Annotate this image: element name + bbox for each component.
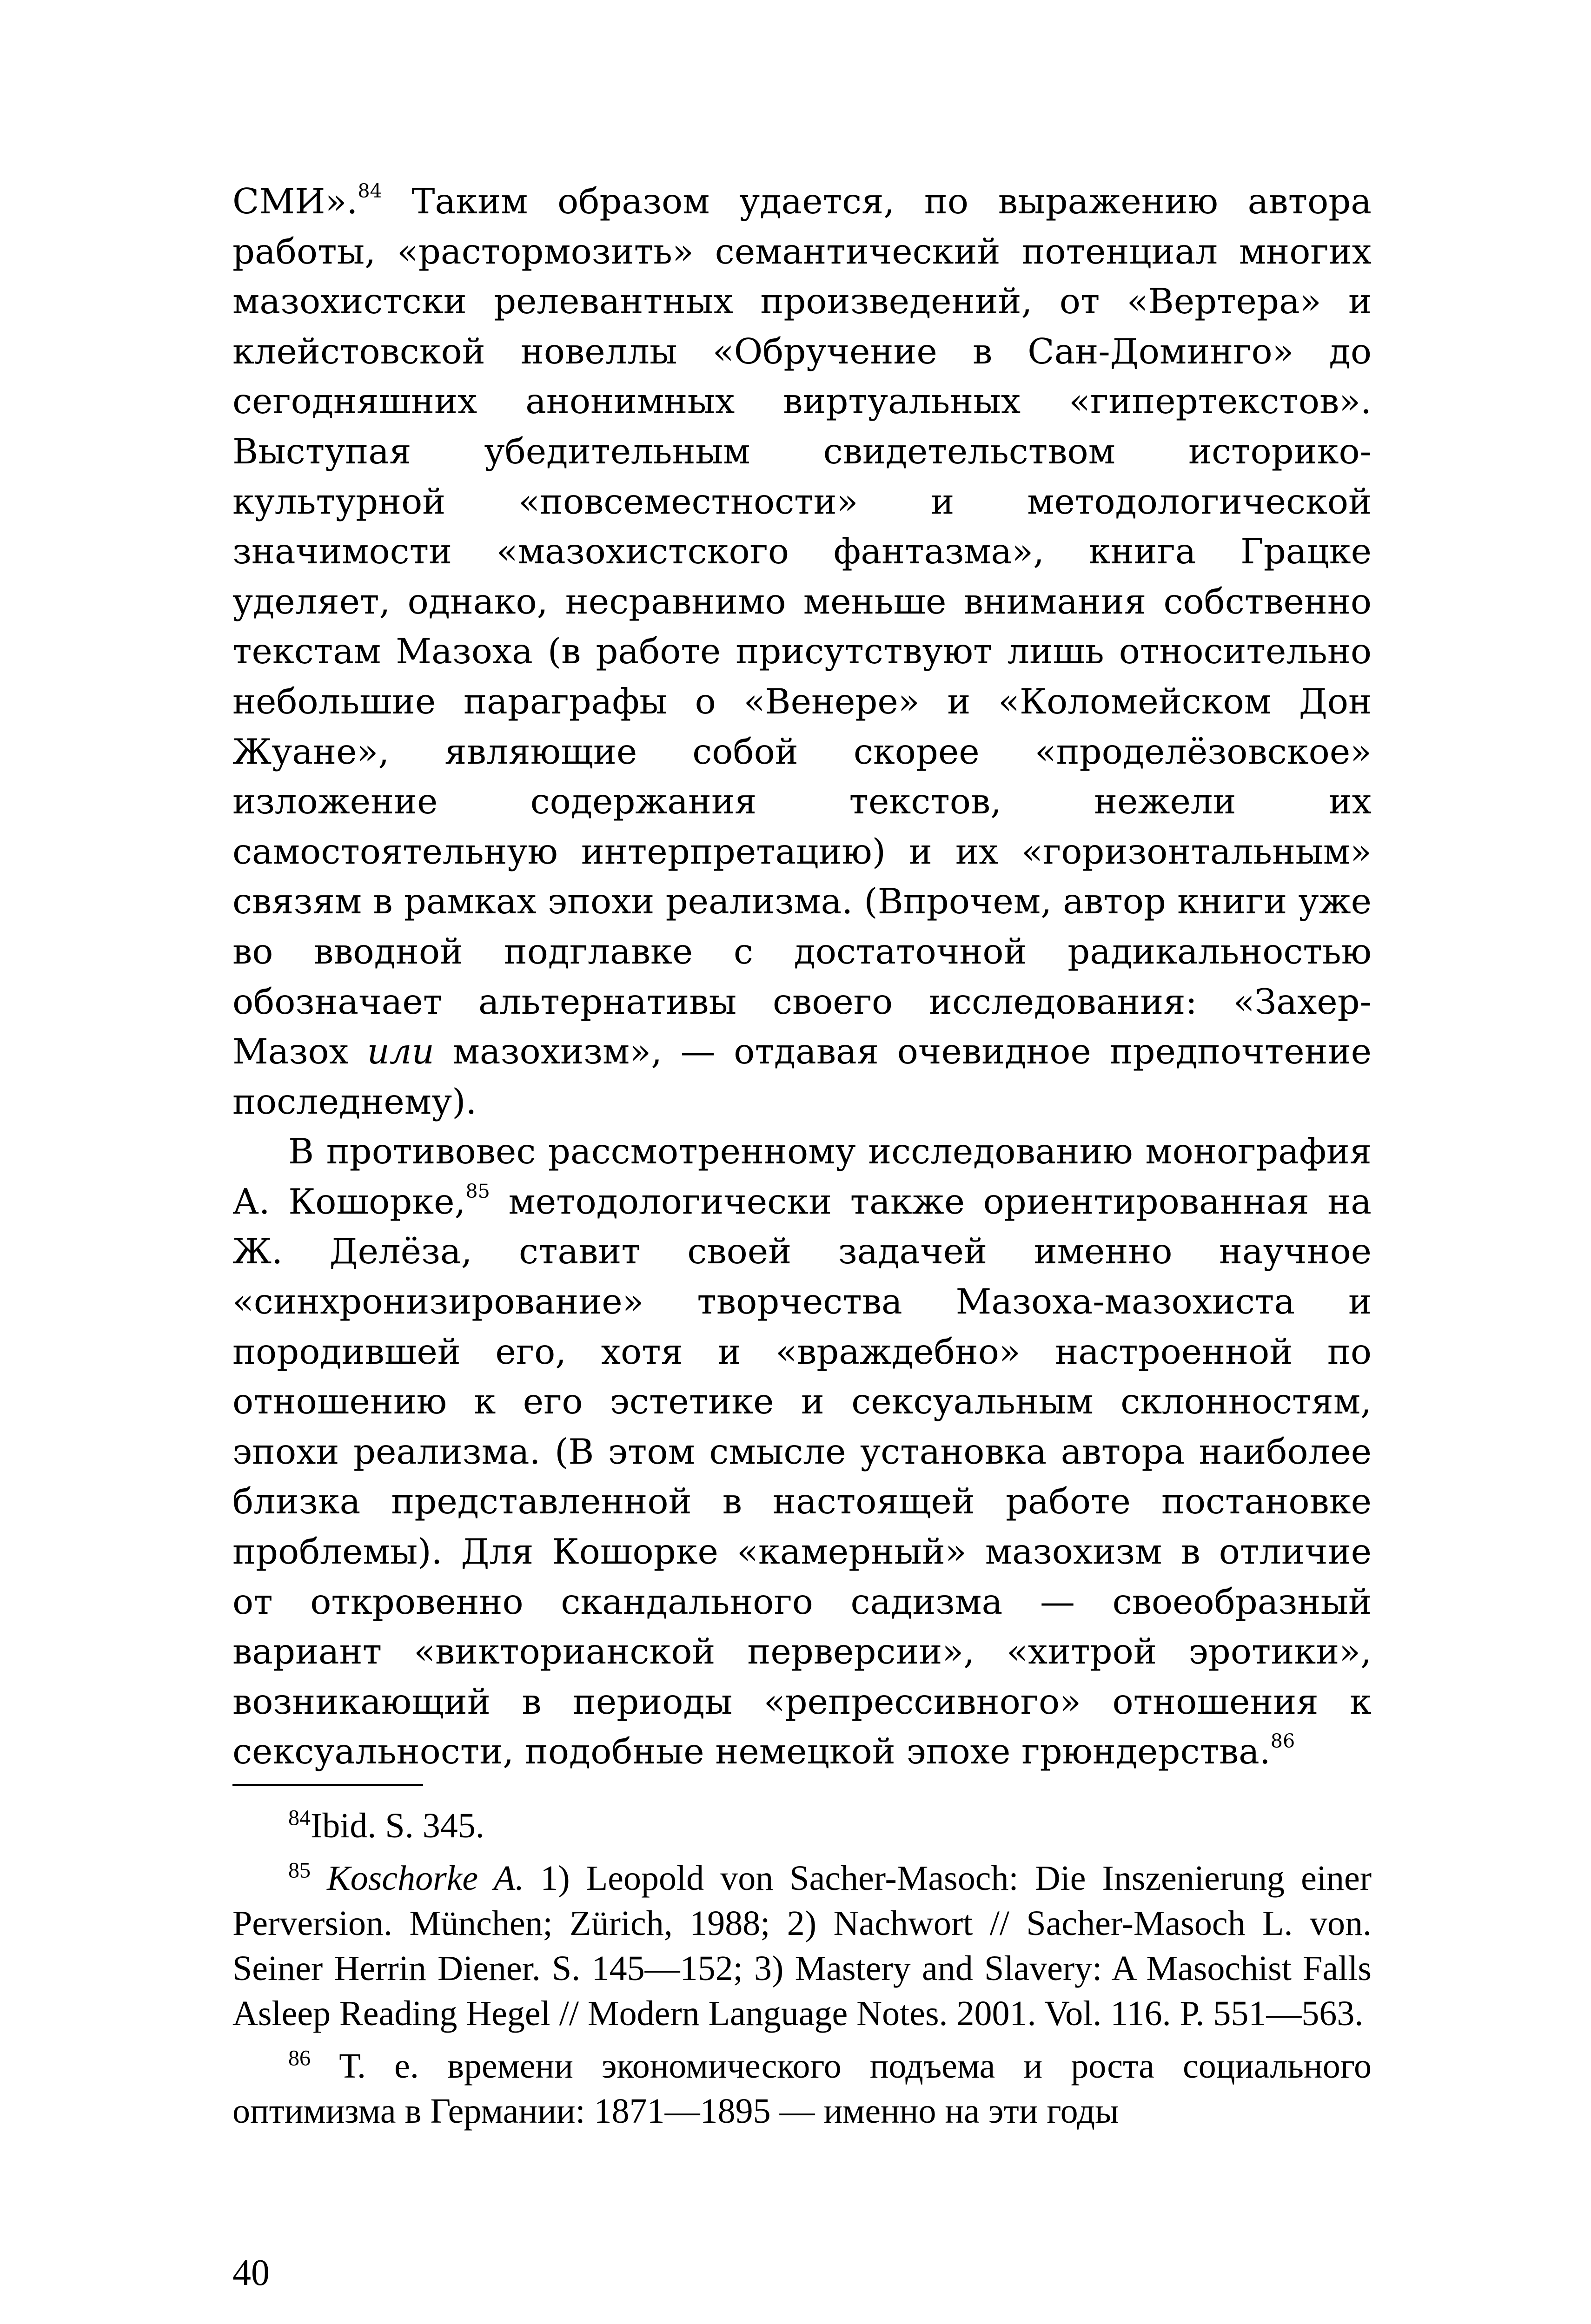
page-number: 40	[232, 2252, 270, 2293]
footnote-ref-84[interactable]: 84	[358, 179, 382, 202]
footnote-ref-85[interactable]: 85	[465, 1180, 490, 1202]
footnote-separator	[232, 1784, 423, 1786]
footnotes	[232, 1803, 1372, 2141]
text-run: методологически также ориентированная на Ж. Делёза, ставит своей задачей именно научное «синхронизирование» творчества Мазоха-мазохиста и породившей его, хотя и «враждебно» настроенной по отношению к его эстетике и сексуальным склонностям, эпохи реализма. (В этом смысле установка автора наиболее близка представленной в настоящей работе постановке проблемы). Для Кошорке «камерный» мазохизм в отличие от откровенно скандального садизма — своеобразный вариант «викторианской перверсии», «хитрой эротики», возникающий в периоды «репрессивного» отношения к сексуальности, подобные немецкой эпохе грюндерства.	[232, 1181, 1372, 1772]
footnote-number: 85	[288, 1858, 311, 1883]
text-run: СМИ».	[232, 181, 358, 222]
footnote-text: Ibid. S. 345.	[311, 1806, 484, 1845]
footnote-84	[232, 1803, 1372, 1849]
footnote-ref-86[interactable]: 86	[1270, 1730, 1295, 1753]
footnote-text: 1) Leopold von Sacher-Masoch: Die Inszenierung einer Perversion. München; Zürich, 1988; 2) Nachwort // Sacher-Masoch L. von. Seiner Herrin Diener. S. 145—152; 3) Mastery and Slavery: A Masochist Falls Asleep Reading Hegel // Modern Language Notes. 2001. Vol. 116. P. 551—563.	[232, 1859, 1372, 2033]
footnote-text: Т. е. времени экономического подъема и роста социального оптимизма в Германии: 1871—1895 — именно на эти годы	[232, 2047, 1372, 2131]
text-run: мазохизм», — отдавая очевидное предпочтение последнему).	[232, 1031, 1372, 1122]
text-run: Таким образом удается, по выражению автора работы, «растормозить» семантический потенциал многих мазохистски релевантных произведений, от «Вертера» и клейстовской новеллы «Обручение в Сан-Доминго» до сегодняшних анонимных виртуальных «гипертекстов». Выступая убедительным свидетельством историко-культурной «повсеместности» и методологической значимости «мазохистского фантазма», книга Грацке уделяет, однако, несравнимо меньше внимания собственно текстам Мазоха (в работе присутствуют лишь относительно небольшие параграфы о «Венере» и «Коломейском Дон Жуане», являющие собой скорее «проделёзовское» изложение содержания текстов, нежели их самостоятельную интерпретацию) и их «горизонтальным» связям в рамках эпохи реализма. (Впрочем, автор книги уже во вводной подглавке с достаточной радикальностью обозначает альтернативы своего исследования: «Захер-Мазох	[232, 181, 1372, 1072]
paragraph-2	[232, 1127, 1372, 1777]
text-run: В противовес рассмотренному исследованию монография А. Кошорке,	[232, 1131, 1372, 1222]
main-text	[232, 177, 1372, 1777]
footnote-author: Koschorke A.	[327, 1859, 524, 1898]
paragraph-1	[232, 177, 1372, 1127]
footnote-85	[232, 1856, 1372, 2036]
emphasis: или	[367, 1031, 434, 1072]
footnote-number: 84	[288, 1805, 311, 1830]
footnote-number: 86	[288, 2046, 311, 2071]
footnote-86	[232, 2044, 1372, 2134]
